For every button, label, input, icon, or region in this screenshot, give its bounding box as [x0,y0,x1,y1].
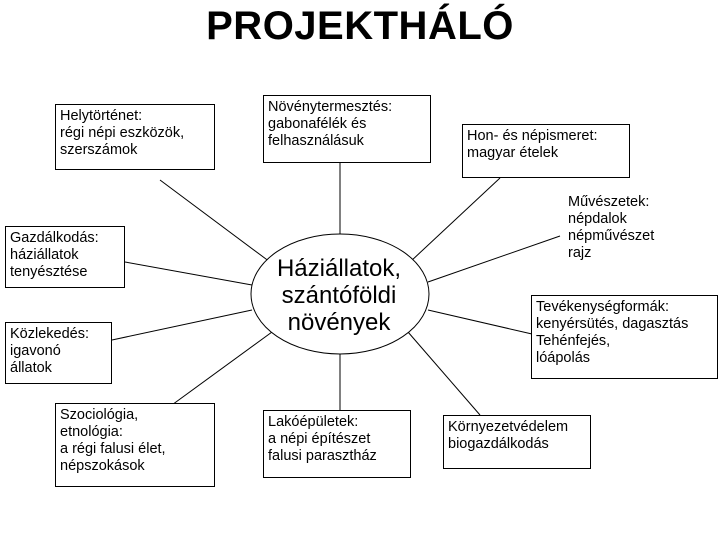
node-novenytermesztes [263,95,431,163]
node-tevekenyseg-line-2: kenyérsütés, dagasztás [536,316,689,332]
node-tevekenyseg-line-3: Tehénfejés, [536,333,611,349]
connector-tevekenyseg [428,310,532,334]
node-helytortenet [55,104,215,170]
node-novenytermesztes-line-2: gabonafélék és [268,116,367,132]
connector-muveszetek [428,236,560,282]
connector-kozlekedes [112,310,252,340]
center-topic [251,243,427,347]
node-kornyezetvedelem-line-2: biogazdálkodás [448,436,549,452]
node-szociologia [55,403,215,487]
node-lakoepuletek-line-1: Lakóépületek: [268,414,359,430]
node-gazdalkodas-line-3: tenyésztése [10,264,88,280]
node-kozlekedes-line-3: állatok [10,360,52,376]
node-kozlekedes [5,322,112,384]
node-lakoepuletek-line-3: falusi parasztház [268,448,377,464]
node-muveszetek-line-1: Művészetek: [568,194,650,210]
node-honnepismeret [462,124,630,178]
center-line-1: Háziállatok, [276,254,402,282]
node-kozlekedes-line-2: igavonó [10,343,61,359]
center-line-2: szántóföldi [281,281,397,309]
node-kornyezetvedelem-line-1: Környezetvédelem [448,419,569,435]
node-gazdalkodas-line-2: háziállatok [10,247,79,263]
node-szociologia-line-3: a régi falusi élet, [60,441,166,457]
node-kozlekedes-line-1: Közlekedés: [10,326,89,342]
node-honnepismeret-line-1: Hon- és népismeret: [467,128,598,144]
node-muveszetek-line-2: népdalok [568,211,627,227]
node-helytortenet-line-3: szerszámok [60,142,138,158]
node-tevekenyseg [531,295,718,379]
node-tevekenyseg-line-4: lóápolás [536,350,591,366]
node-honnepismeret-line-2: magyar ételek [467,145,559,161]
node-lakoepuletek-line-2: a népi építészet [268,431,371,447]
node-muveszetek-line-3: népművészet [568,228,655,244]
node-szociologia-line-1: Szociológia, [60,407,139,423]
center-line-3: növények [287,308,391,336]
node-szociologia-line-2: etnológia: [60,424,123,440]
node-helytortenet-line-2: régi népi eszközök, [60,125,185,141]
node-helytortenet-line-1: Helytörténet: [60,108,143,124]
node-novenytermesztes-line-3: felhasználásuk [268,133,364,149]
node-kornyezetvedelem [443,415,591,469]
node-gazdalkodas [5,226,125,288]
node-muveszetek [564,191,684,271]
node-lakoepuletek [263,410,411,478]
node-szociologia-line-4: népszokások [60,458,145,474]
node-muveszetek-line-4: rajz [568,245,592,261]
node-novenytermesztes-line-1: Növénytermesztés: [268,99,393,115]
node-tevekenyseg-line-1: Tevékenységformák: [536,299,669,315]
connector-gazdalkodas [125,262,252,285]
page-title: PROJEKTHÁLÓ [206,4,514,48]
node-gazdalkodas-line-1: Gazdálkodás: [10,230,99,246]
